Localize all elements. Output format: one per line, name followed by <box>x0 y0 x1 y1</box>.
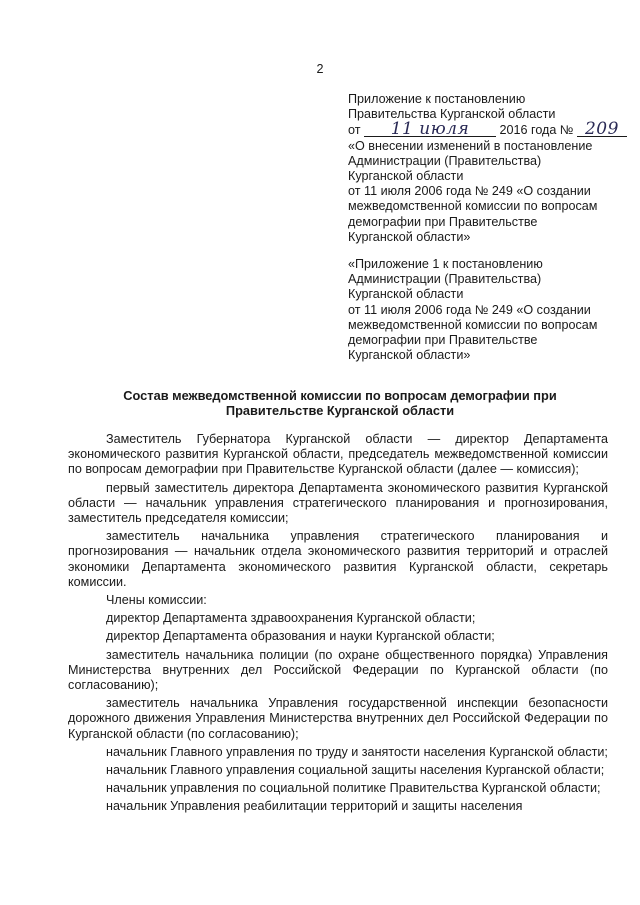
member-item: директор Департамента здравоохранения Курганской области; <box>106 611 476 626</box>
member-item: заместитель начальника полиции (по охране общественного порядка) Управления Министерства внутренних дел Российской Федерации по Курганской области (по согласованию); <box>68 647 608 693</box>
appendix-line: Правительства Курганской области <box>348 107 556 122</box>
appendix-line: Курганской области <box>348 287 464 302</box>
appendix-line: демографии при Правительстве <box>348 333 538 348</box>
page-number: 2 <box>316 62 324 76</box>
appendix-line: Администрации (Правительства) <box>348 153 542 168</box>
member-item: директор Департамента образования и науки Курганской области; <box>106 629 495 644</box>
appendix-line: от 11 июля 2006 года № 249 «О создании <box>348 302 591 317</box>
appendix-header-2 <box>348 257 618 363</box>
document-title <box>80 388 600 419</box>
appendix-line: от 11 июля 2006 года № 249 «О создании <box>348 184 591 199</box>
member-item: начальник Главного управления по труду и занятости населения Курганской области; <box>106 744 608 759</box>
member-item: заместитель начальника Управления государственной инспекции безопасности дорожного движения Управления Министерства внутренних дел Российской Федерации по Курганской области (по согласованию); <box>68 696 608 741</box>
appendix-line: Курганской области» <box>348 348 471 363</box>
appendix-line: Курганской области» <box>348 229 471 244</box>
members-heading: Члены комиссии: <box>106 593 207 608</box>
resolution-date-line <box>348 119 619 140</box>
title-line: Правительстве Курганской области <box>225 403 455 419</box>
handwritten-date: 11 июля <box>390 119 470 140</box>
appendix-line: Приложение к постановлению <box>348 92 526 106</box>
title-line: Состав межведомственной комиссии по вопросам демографии при <box>123 388 557 403</box>
appendix-header-1 <box>348 92 618 245</box>
member-item: начальник Главного управления социальной защиты населения Курганской области; <box>106 763 605 778</box>
appendix-line: межведомственной комиссии по вопросам <box>348 317 598 332</box>
number-blank <box>577 119 627 140</box>
appendix-line: «О внесении изменений в постановление <box>348 138 593 153</box>
commission-secretary: заместитель начальника управления стратегического планирования и прогнозирования — начальник отдела экономического развития территорий и отраслей экономики Департамента экономического развития Курганской области, секретарь комиссии. <box>68 529 608 589</box>
member-item: начальник управления по социальной политике Правительства Курганской области; <box>106 781 601 796</box>
commission-deputy-chair: первый заместитель директора Департамента экономического развития Курганской области — начальник управления стратегического планирования и прогнозирования, заместитель председателя комиссии; <box>68 480 608 526</box>
commission-composition <box>68 432 608 818</box>
commission-chair: Заместитель Губернатора Курганской области — директор Департамента экономического развития Курганской области, председатель межведомственной комиссии по вопросам демографии при Правительстве Курганской области (далее — комиссия); <box>68 432 608 477</box>
date-prefix: от <box>348 123 361 138</box>
appendix-line: межведомственной комиссии по вопросам <box>348 199 598 214</box>
member-item: начальник Управления реабилитации территорий и защиты населения <box>106 799 523 814</box>
appendix-line: Администрации (Правительства) <box>348 272 542 287</box>
appendix-line: демографии при Правительстве <box>348 214 538 229</box>
handwritten-number: 209 <box>584 119 619 140</box>
appendix-line: Курганской области <box>348 169 464 184</box>
date-blank <box>364 119 496 140</box>
appendix-line: «Приложение 1 к постановлению <box>348 257 543 271</box>
date-year: 2016 года № <box>499 123 574 138</box>
